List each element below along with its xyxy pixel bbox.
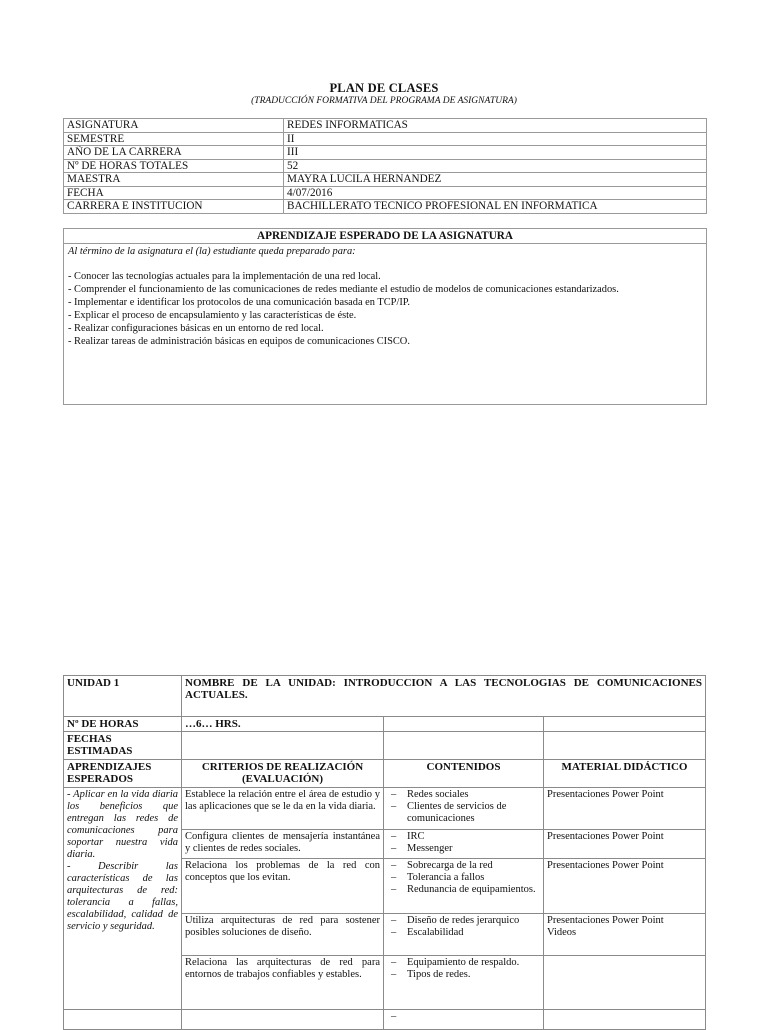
- material-item: Presentaciones Power Point: [547, 915, 664, 926]
- info-value: REDES INFORMATICAS: [284, 119, 707, 133]
- material-item: Videos: [547, 927, 577, 938]
- learning-intro: Al término de la asignatura el (la) estudiante queda preparado para:: [68, 246, 356, 257]
- empty-cell: [544, 1010, 706, 1030]
- contenido-item: – Tolerancia a fallos: [407, 872, 540, 884]
- material-cell: Presentaciones Power Point: [544, 859, 706, 914]
- dates-label: FECHAS ESTIMADAS: [64, 732, 182, 760]
- contenidos-cell: [384, 859, 544, 914]
- contenido-item: – IRC: [407, 831, 540, 843]
- info-label: MAESTRA: [64, 173, 284, 187]
- contenido-item: – Sobrecarga de la red: [407, 860, 540, 872]
- contenido-item: – Clientes de servicios de comunicaciones: [407, 801, 540, 825]
- criterio-cell: Relaciona las arquitecturas de red para entornos de trabajos confiables y estables.: [182, 956, 384, 1010]
- material-cell: [544, 914, 706, 956]
- info-row: [64, 186, 707, 200]
- aprendizajes-cell: [64, 788, 182, 1010]
- contenidos-cell: [384, 788, 544, 830]
- col-header-criterios: CRITERIOS DE REALIZACIÓN (EVALUACIÓN): [182, 760, 384, 788]
- empty-cell: [544, 717, 706, 732]
- info-row: [64, 119, 707, 133]
- learning-item: - Implementar e identificar los protocolos de una comunicación basada en TCP/IP.: [68, 296, 411, 308]
- info-label: Nº DE HORAS TOTALES: [64, 159, 284, 173]
- info-row: [64, 173, 707, 187]
- course-info-table: [63, 118, 707, 214]
- empty-cell: [384, 732, 544, 760]
- hours-label: Nº DE HORAS: [64, 717, 182, 732]
- page-subtitle: (TRADUCCIÓN FORMATIVA DEL PROGRAMA DE ASIGNATURA): [251, 96, 517, 106]
- learning-item: - Realizar configuraciones básicas en un entorno de red local.: [68, 322, 324, 334]
- material-cell: [544, 956, 706, 1010]
- learning-outcomes-box: [63, 228, 707, 405]
- unit-label: UNIDAD 1: [64, 676, 182, 717]
- info-label: FECHA: [64, 186, 284, 200]
- criterio-cell: Configura clientes de mensajería instantánea y clientes de redes sociales.: [182, 830, 384, 859]
- info-label: SEMESTRE: [64, 132, 284, 146]
- info-value: MAYRA LUCILA HERNANDEZ: [284, 173, 707, 187]
- col-header-material: MATERIAL DIDÁCTICO: [544, 760, 706, 788]
- unit-name: NOMBRE DE LA UNIDAD: INTRODUCCION A LAS TECNOLOGIAS DE COMUNICACIONES ACTUALES.: [182, 676, 706, 717]
- contenido-item: – Redes sociales: [407, 789, 540, 801]
- info-label: CARRERA E INSTITUCION: [64, 200, 284, 214]
- info-value: 4/07/2016: [284, 186, 707, 200]
- criterio-cell: Utiliza arquitecturas de red para sostener posibles soluciones de diseño.: [182, 914, 384, 956]
- contenido-item: – Escalabilidad: [407, 927, 540, 939]
- empty-cell: [182, 1010, 384, 1030]
- aprendizaje-item: - Aplicar en la vida diaria los beneficios que entregan las redes de comunicaciones para soportar nuestra vida diaria.: [67, 789, 178, 860]
- criterio-cell: Establece la relación entre el área de estudio y las aplicaciones que se le da en la vida diaria.: [182, 788, 384, 830]
- contenidos-cell: [384, 1010, 544, 1030]
- learning-item: - Realizar tareas de administración básicas en equipos de comunicaciones CISCO.: [68, 335, 410, 347]
- learning-item: - Conocer las tecnologías actuales para la implementación de una red local.: [68, 271, 381, 282]
- hours-value: …6… HRS.: [182, 717, 384, 732]
- page-title: PLAN DE CLASES: [329, 81, 439, 95]
- contenidos-cell: [384, 914, 544, 956]
- info-row: [64, 146, 707, 160]
- learning-item: - Explicar el proceso de encapsulamiento y las características de éste.: [68, 309, 357, 321]
- material-cell: Presentaciones Power Point: [544, 830, 706, 859]
- col-header-contenidos: CONTENIDOS: [384, 760, 544, 788]
- material-cell: Presentaciones Power Point: [544, 788, 706, 830]
- info-value: III: [284, 146, 707, 160]
- contenido-item: – Redunancia de equipamientos.: [407, 884, 540, 896]
- aprendizaje-item: - Describir las características de las arquitecturas de red: tolerancia a fallas, escalabilidad, calidad de servicio y seguridad.: [67, 861, 178, 932]
- empty-cell: [544, 732, 706, 760]
- empty-cell: [64, 1010, 182, 1030]
- col-header-aprendizajes: APRENDIZAJES ESPERADOS: [64, 760, 182, 788]
- contenido-item: – Equipamiento de respaldo.: [407, 957, 540, 969]
- info-row: [64, 159, 707, 173]
- learning-item: - Comprender el funcionamiento de las comunicaciones de redes mediante el estudio de modelos de comunicaciones estandarizados.: [68, 283, 619, 295]
- learning-heading: APRENDIZAJE ESPERADO DE LA ASIGNATURA: [64, 229, 706, 244]
- info-row: [64, 200, 707, 214]
- empty-cell: [384, 717, 544, 732]
- contenido-item: – Messenger: [407, 843, 540, 855]
- info-value: 52: [284, 159, 707, 173]
- empty-cell: [182, 732, 384, 760]
- info-value: II: [284, 132, 707, 146]
- contenido-item: – Diseño de redes jerarquico: [407, 915, 540, 927]
- learning-list: [64, 271, 706, 348]
- info-value: BACHILLERATO TECNICO PROFESIONAL EN INFORMATICA: [284, 200, 707, 214]
- criterio-cell: Relaciona los problemas de la red con conceptos que los evitan.: [182, 859, 384, 914]
- info-row: [64, 132, 707, 146]
- contenidos-cell: [384, 956, 544, 1010]
- unit-table: [63, 675, 706, 1030]
- info-label: AÑO DE LA CARRERA: [64, 146, 284, 160]
- info-label: ASIGNATURA: [64, 119, 284, 133]
- contenidos-cell: [384, 830, 544, 859]
- contenido-item: – Tipos de redes.: [407, 969, 540, 981]
